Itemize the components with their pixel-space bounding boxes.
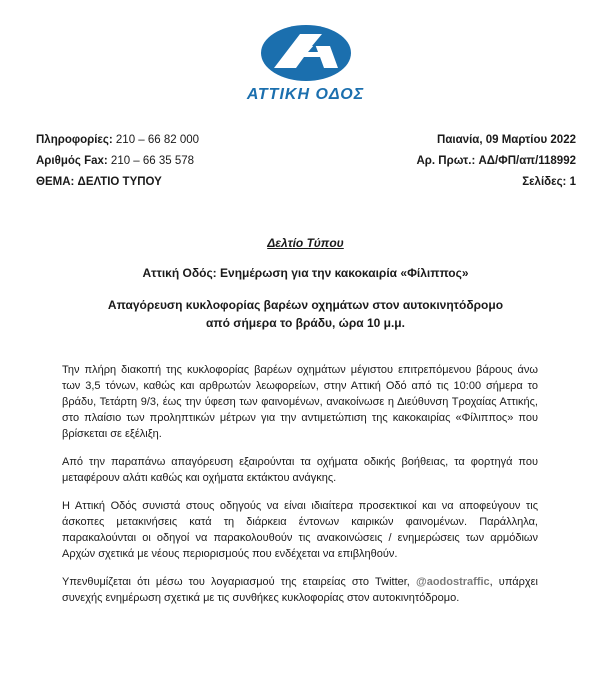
headline: Αττική Οδός: Ενημέρωση για την κακοκαιρία «Φίλιππος» [142,266,469,280]
attiki-odos-logo [0,24,611,104]
attiki-odos-emblem-icon [260,24,352,82]
logo-name: ΑΤΤΙΚΗ ΟΔΟΣ [246,86,365,103]
place-date: Παιανία, 09 Μαρτίου 2022 [437,134,576,146]
info-label: Πληροφορίες: [36,134,113,146]
fax-value: 210 – 66 35 578 [110,155,195,167]
protocol-line [417,151,577,172]
subject-label: ΘΕΜΑ: [36,176,75,188]
paragraph-1: Την πλήρη διακοπή της κυκλοφορίας βαρέων οχημάτων μέγιστου επιτρεπόμενου βάρους άνω των 3,5 τόνων, καθώς και αρθρωτών λεωφορείων, στην Αττική Οδό από τις 10:00 σήμερα το βράδυ, Τετάρτη 9/3, έως την ύφεση των φαινομένων, ανακοίνωσε η Διεύθυνση Τροχαίας Αττικής, στο πλαίσιο των προληπτικών μέτρων για την αντιμετώπιση της κακοκαιρίας «Φίλιππος» που βρίσκεται σε εξέλιξη. [62,364,538,440]
press-release-body [62,362,538,618]
paragraph-2: Από την παραπάνω απαγόρευση εξαιρούνται τα οχήματα οδικής βοήθειας, τα φορτηγά που μεταφέρουν αλάτι καθώς και οχήματα εκτάκτου ανάγκης. [62,456,538,484]
doc-type-title: Δελτίο Τύπου [267,236,344,250]
protocol-label: Αρ. Πρωτ.: [416,155,476,167]
paragraph-3: Η Αττική Οδός συνιστά στους οδηγούς να είναι ιδιαίτερα προσεκτικοί και να αποφεύγουν τις άσκοπες μετακινήσεις κατά τη διάρκεια έντονων καιρικών φαινομένων. Παράλληλα, παρακαλούνται οι οδηγοί να παρακολουθούν τις ανακοινώσεις / ενημερώσεις των αρμόδιων Αρχών σχετικά με νέους περιορισμούς που ενδέχεται να επιβληθούν. [62,500,538,560]
info-value: 210 – 66 82 000 [115,134,200,146]
pages-value: 1 [569,176,576,188]
paragraph-4-end: , υπάρχει συνεχής ενημέρωση σχετικά με τις συνθήκες κυκλοφορίας στον αυτοκινητόδρομο. [62,576,538,604]
fax-line [36,151,194,172]
pages-label: Σελίδες: [522,176,567,188]
document-header [36,130,576,193]
protocol-value: ΑΔ/ΦΠ/απ/118992 [478,155,576,167]
paragraph-4 [62,574,538,606]
info-line [36,130,199,151]
subheadline-text: Απαγόρευση κυκλοφορίας βαρέων οχημάτων στον αυτοκινητόδρομο από σήμερα το βράδυ, ώρα 10 μ.μ. [107,298,504,330]
subheadline [0,296,611,332]
twitter-handle-link[interactable]: @aodostraffic [415,576,490,588]
pages-line [522,172,576,193]
fax-label: Αριθμός Fax: [36,155,108,167]
subject-line [36,172,162,193]
subject-value: ΔΕΛΤΙΟ ΤΥΠΟΥ [77,176,162,188]
paragraph-4-start: Υπενθυμίζεται ότι μέσω του λογαριασμού της εταιρείας στο Twitter, [62,576,410,588]
